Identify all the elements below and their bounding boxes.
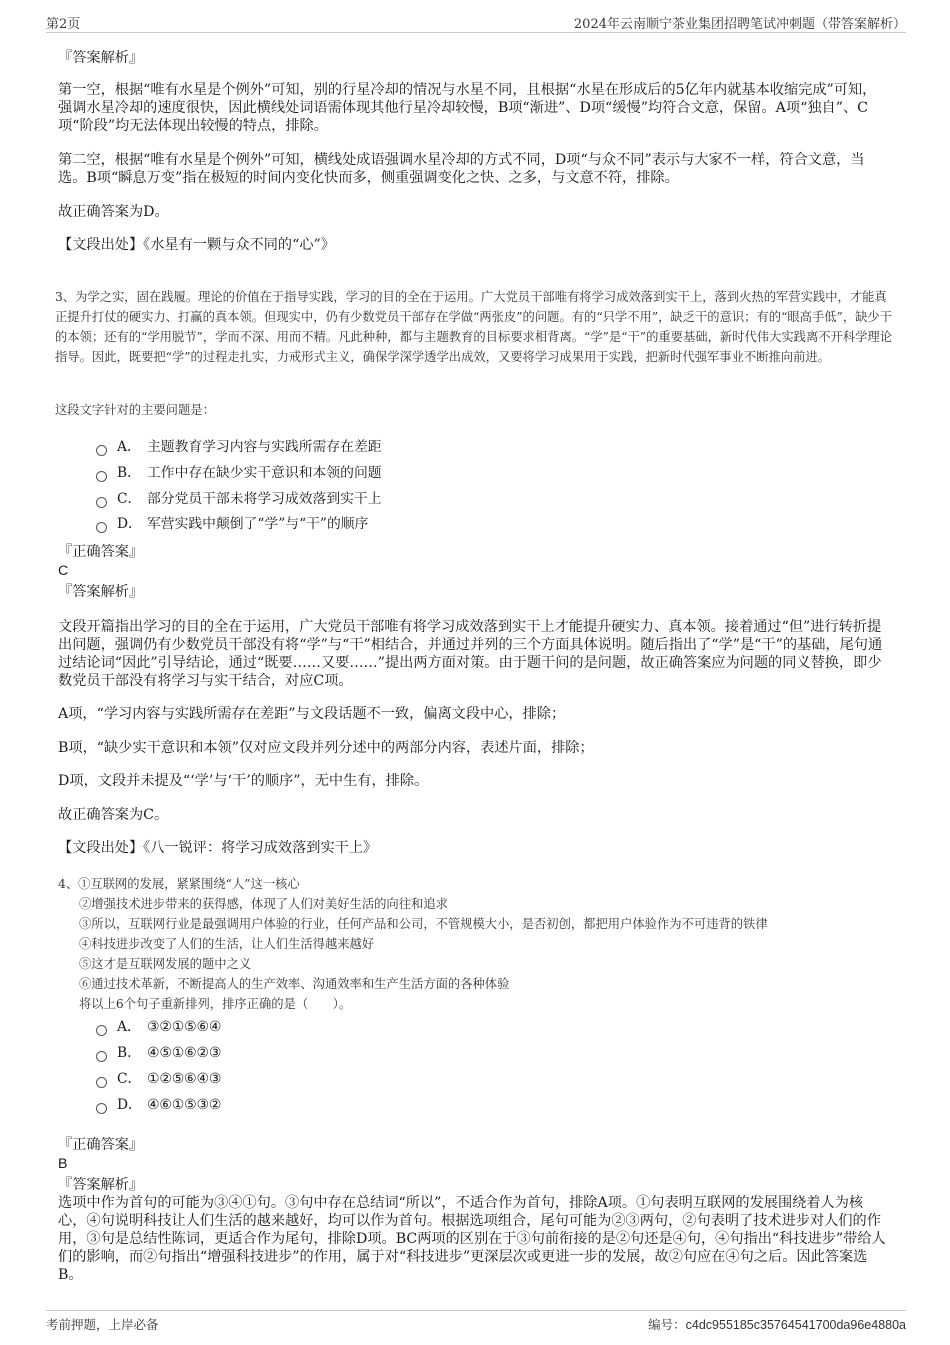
option-letter: A． [117,439,141,455]
option-d-note: D项，文段并未提及“‘学’与‘干’的顺序”，无中生有，排除。 [58,773,429,789]
radio-icon[interactable] [96,1103,107,1114]
radio-icon[interactable] [96,497,107,508]
page-header [46,10,906,33]
correct-answer-label: 『正确答案』 [58,1137,144,1153]
option-text: 主题教育学习内容与实践所需存在差距 [147,439,382,455]
question-4-sentence-4: ④科技进步改变了人们的生活，让人们生活得越来越好 [79,937,375,951]
page-footer [46,1310,906,1337]
source-text: 【文段出处】《水星有一颗与众不同的“心”》 [58,237,335,253]
option-text: ①②⑤⑥④③ [147,1071,222,1087]
analysis-paragraph: 选项中作为首句的可能为③④①句。③句中存在总结词“所以”，不适合作为首句，排除A项。①句表明互联网的发展围绕着人为核心，④句说明科技让人们生活的越来越好，均可以作为首句。根据选项组合，尾句可能为②③两句，②句表明了技术进步对人们的作用，③句是总结性陈词，更适合作为尾句，排除D项。BC两项的区别在于③句前衔接的是②句还是④句，④句指出“科技进步”带给人们的影响，而②句指出“增强科技进步”的作用，属于对“科技进步”更深层次或更进一步的发展，故②句应在④句之后。因此答案选B。 [58,1195,886,1283]
radio-icon[interactable] [96,1025,107,1036]
document-code [648,1315,906,1333]
radio-icon[interactable] [96,1077,107,1088]
question-3-option-c[interactable] [96,489,382,509]
option-letter: A． [117,1019,141,1035]
option-a-note: A项，“学习内容与实践所需存在差距”与文段话题不一致，偏离文段中心，排除； [58,706,566,722]
option-letter: C． [117,491,142,507]
correct-answer: B [58,1156,68,1172]
question-4-sentence-2: ②增强技术进步带来的获得感，体现了人们对美好生活的向往和追求 [79,897,448,911]
question-4-sentence-3: ③所以，互联网行业是最强调用户体验的行业，任何产品和公司，不管规模大小，是否初创，都把用户体验作为不可违背的铁律 [79,917,768,931]
option-text: 工作中存在缺少实干意识和本领的问题 [147,465,382,481]
option-text: ④⑥①⑤③② [147,1097,222,1113]
radio-icon[interactable] [96,471,107,482]
option-text: ③②①⑤⑥④ [147,1019,222,1035]
question-3-stem: 3、为学之实，固在践履。理论的价值在于指导实践，学习的目的全在于运用。广大党员干部唯有将学习成效落到实干上，落到火热的军营实践中，才能真正提升打仗的硬实力、打赢的真本领。但现实中，仍有少数党员干部存在学做“两张皮”的问题。有的“只学不用”，缺乏干的意识；有的“眼高手低”，缺少干的本领；还有的“学用脱节”，学而不深、用而不精。凡此种种，都与主题教育的目标要求相背离。“学”是“干”的重要基础，新时代伟大实践离不开科学理论指导。因此，既要把“学”的过程走扎实，力戒形式主义，确保学深学透学出成效，又要将学习成果用于实践，把新时代强军事业不断推向前进。 [55,290,893,364]
question-4-sentence-1: 4、①互联网的发展，紧紧围绕“人”这一核心 [58,877,300,891]
option-text: 部分党员干部未将学习成效落到实干上 [147,491,382,507]
analysis-label: 『答案解析』 [58,584,144,600]
question-4-prompt: 将以上6个句子重新排列，排序正确的是（ ）。 [79,997,352,1011]
document-title: 2024年云南顺宁茶业集团招聘笔试冲刺题（带答案解析） [573,17,906,32]
code-label: 编号： [648,1317,686,1332]
analysis-paragraph-1: 第一空，根据“唯有水星是个例外”可知，别的行星冷却的情况与水星不同，且根据“水星在形成后的5亿年内就基本收缩完成”可知，强调水星冷却的速度很快，因此横线处词语需体现其他行星冷却较慢，B项“渐进”、D项“缓慢”均符合文意，保留。A项“独自”、C项“阶段”均无法体现出较慢的特点，排除。 [58,82,877,134]
question-4-sentence-6: ⑥通过技术革新，不断提高人的生产效率、沟通效率和生产生活方面的各种体验 [79,977,510,991]
option-letter: C． [117,1071,142,1087]
option-text: 军营实践中颠倒了“学”与“干”的顺序 [147,516,369,532]
analysis-label: 『答案解析』 [58,1177,144,1193]
question-3-option-b[interactable] [96,463,382,483]
analysis-label: 『答案解析』 [58,50,144,66]
option-letter: D． [117,1097,142,1113]
footer-slogan: 考前押题，上岸必备 [46,1317,159,1332]
conclusion-text: 故正确答案为D。 [58,204,169,220]
option-b-note: B项，“缺少实干意识和本领”仅对应文段并列分述中的两部分内容，表述片面，排除； [58,740,594,756]
option-letter: D． [117,516,142,532]
page-number: 第2页 [46,17,81,32]
question-4-sentence-5: ⑤这才是互联网发展的题中之义 [79,957,252,971]
radio-icon[interactable] [96,445,107,456]
code-value: c4dc955185c35764541700da96e4880a [685,1318,906,1332]
option-letter: B． [117,1045,141,1061]
correct-answer: C [58,563,69,579]
conclusion-text: 故正确答案为C。 [58,807,169,823]
analysis-paragraph: 文段开篇指出学习的目的全在于运用，广大党员干部唯有将学习成效落到实干上才能提升硬实力、真本领。接着通过“但”进行转折提出问题，强调仍有少数党员干部没有将“学”与“干”相结合，并通过并列的三个方面具体说明。随后指出了“学”是“干”的基础，尾句通过结论词“因此”引导结论，通过“既要……又要……”提出两方面对策。由于题干问的是问题，故正确答案应为问题的同义替换，即少数党员干部没有将学习与实干结合，对应C项。 [58,619,883,689]
correct-answer-label: 『正确答案』 [58,544,144,560]
question-4-option-c[interactable] [96,1069,221,1089]
question-4-option-d[interactable] [96,1095,221,1115]
source-text: 【文段出处】《八一锐评：将学习成效落到实干上》 [58,840,378,856]
radio-icon[interactable] [96,1051,107,1062]
radio-icon[interactable] [96,522,107,533]
option-letter: B． [117,465,141,481]
question-3-option-a[interactable] [96,437,382,457]
question-3-prompt: 这段文字针对的主要问题是： [55,403,215,417]
question-4-option-b[interactable] [96,1043,221,1063]
option-text: ④⑤①⑥②③ [147,1045,222,1061]
analysis-paragraph-2: 第二空，根据“唯有水星是个例外”可知，横线处成语强调水星冷却的方式不同，D项“与众不同”表示与大家不一样，符合文意，当选。B项“瞬息万变”指在极短的时间内变化快而多，侧重强调变化之快、之多，与文意不符，排除。 [58,152,865,186]
question-3-option-d[interactable] [96,514,368,534]
question-4-option-a[interactable] [96,1017,221,1037]
